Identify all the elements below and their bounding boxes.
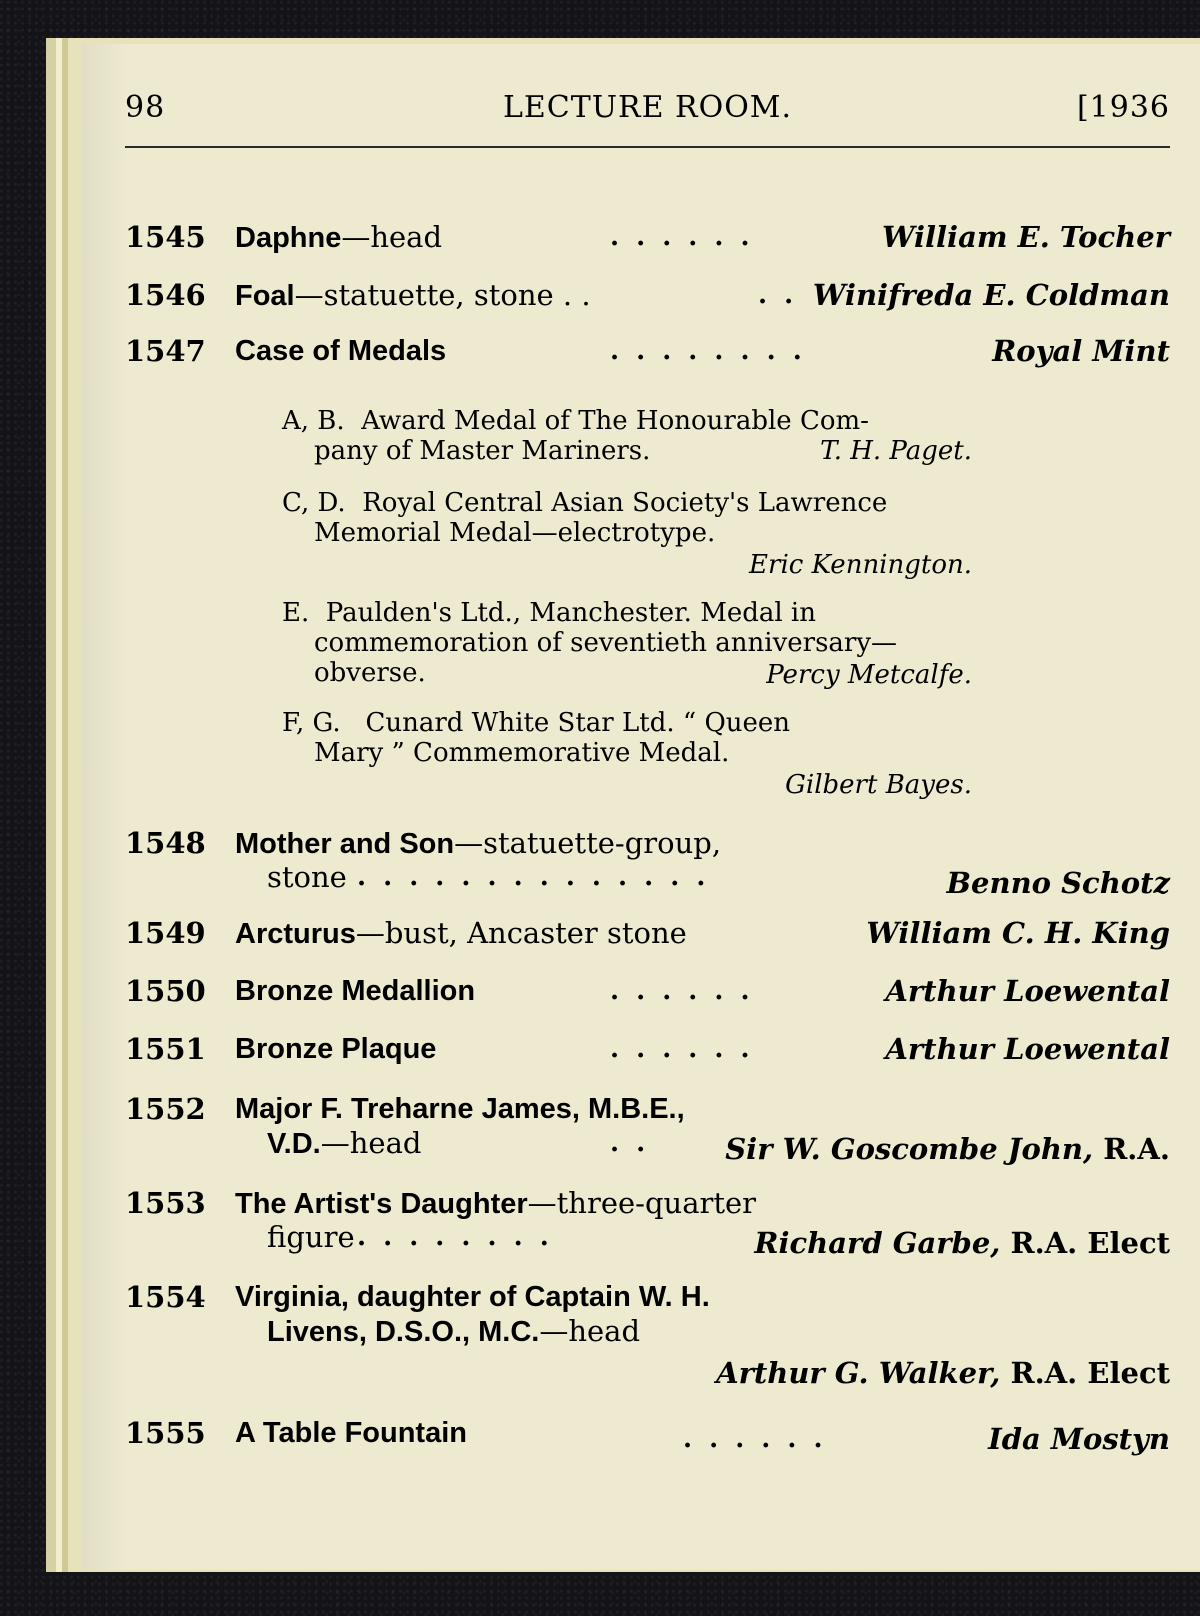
entry-title-continued: Livens, D.S.O., M.C.—head — [267, 1314, 641, 1348]
entry-artist: Sir W. Goscombe John, R.A. — [725, 1132, 1170, 1166]
entry-title: Mother and Son—statuette-group, — [235, 826, 722, 860]
entry-number: 1552 — [125, 1092, 206, 1126]
entry-number: 1545 — [125, 220, 206, 254]
entry-title: Major F. Treharne James, M.B.E., — [235, 1093, 685, 1125]
entry-title: Daphne—head — [235, 220, 443, 254]
medal-line: obverse. — [314, 658, 426, 688]
entry-number: 1547 — [125, 334, 206, 368]
dot-leader: . . . . . . — [683, 1424, 827, 1454]
entry-title-continued: figure — [267, 1220, 355, 1254]
entry-number: 1554 — [125, 1280, 206, 1314]
medal-credit: T. H. Paget. — [820, 436, 972, 466]
medal-line: Memorial Medal—electrotype. — [314, 518, 716, 548]
medal-label: C, D. — [282, 488, 346, 518]
dot-leader: . . . . . . . . — [610, 336, 806, 366]
entry-title: The Artist's Daughter—three-quarter — [235, 1186, 757, 1220]
entry-number: 1553 — [125, 1186, 206, 1220]
header-rule — [125, 146, 1170, 148]
medal-line: pany of Master Mariners. — [314, 436, 651, 466]
entry-title: Bronze Plaque — [235, 1033, 437, 1065]
entry-artist: Richard Garbe, R.A. Elect — [754, 1226, 1170, 1260]
entry-artist: Benno Schotz — [946, 866, 1170, 900]
entry-number: 1550 — [125, 974, 206, 1008]
medal-credit: Percy Metcalfe. — [766, 660, 972, 690]
entry-artist: Arthur G. Walker, R.A. Elect — [716, 1356, 1170, 1390]
medal-credit: Eric Kennington. — [749, 550, 972, 580]
entry-artist: Arthur Loewental — [885, 1032, 1170, 1066]
entry-number: 1555 — [125, 1416, 206, 1450]
dot-leader: . . . . . . — [610, 976, 754, 1006]
medal-label: A, B. — [282, 406, 345, 436]
dot-leader: . . — [758, 280, 798, 310]
page-title: LECTURE ROOM. — [502, 90, 793, 125]
entry-artist: William E. Tocher — [881, 220, 1170, 254]
book-page — [82, 44, 1200, 1570]
entry-artist: Royal Mint — [992, 334, 1170, 368]
medal-line: E. Paulden's Ltd., Manchester. Medal in — [282, 598, 816, 628]
entry-number: 1548 — [125, 826, 206, 860]
entry-artist: Ida Mostyn — [988, 1422, 1170, 1456]
medal-line: commemoration of seventieth anniversary— — [314, 628, 898, 658]
running-head — [125, 90, 1170, 130]
medal-line: F, G. Cunard White Star Ltd. “ Queen — [282, 708, 791, 738]
medal-label: F, G. — [282, 708, 341, 738]
entry-title: Virginia, daughter of Captain W. H. — [235, 1281, 710, 1313]
medal-credit: Gilbert Bayes. — [785, 770, 972, 800]
medal-line: A, B. Award Medal of The Honourable Com- — [282, 406, 869, 436]
entry-number: 1546 — [125, 278, 206, 312]
page-number: 98 — [125, 90, 166, 125]
dot-leader: . . . . . . . . — [357, 1222, 553, 1252]
entry-artist: William C. H. King — [866, 916, 1170, 950]
entry-artist: Winifreda E. Coldman — [812, 278, 1170, 312]
entry-number: 1551 — [125, 1032, 206, 1066]
entry-title: A Table Fountain — [235, 1417, 467, 1449]
dot-leader: . . . . . . — [610, 222, 754, 252]
entry-title-continued: V.D.—head — [267, 1126, 422, 1160]
entry-artist: Arthur Loewental — [885, 974, 1170, 1008]
page-year: [1936 — [1076, 90, 1170, 125]
entry-title: Foal—statuette, stone . . — [235, 278, 591, 312]
medal-label: E. — [282, 598, 310, 628]
entry-title-continued: stone — [267, 860, 347, 894]
entry-title: Arcturus—bust, Ancaster stone — [235, 916, 687, 950]
medal-line: Mary ” Commemorative Medal. — [314, 738, 730, 768]
dot-leader: . . — [610, 1128, 650, 1158]
medal-line: C, D. Royal Central Asian Society's Lawrence — [282, 488, 888, 518]
dot-leader: . . . . . . . . . . . . . . — [357, 862, 710, 892]
dot-leader: . . . . . . — [610, 1034, 754, 1064]
entry-title: Case of Medals — [235, 335, 447, 367]
entry-number: 1549 — [125, 916, 206, 950]
entry-title: Bronze Medallion — [235, 975, 476, 1007]
